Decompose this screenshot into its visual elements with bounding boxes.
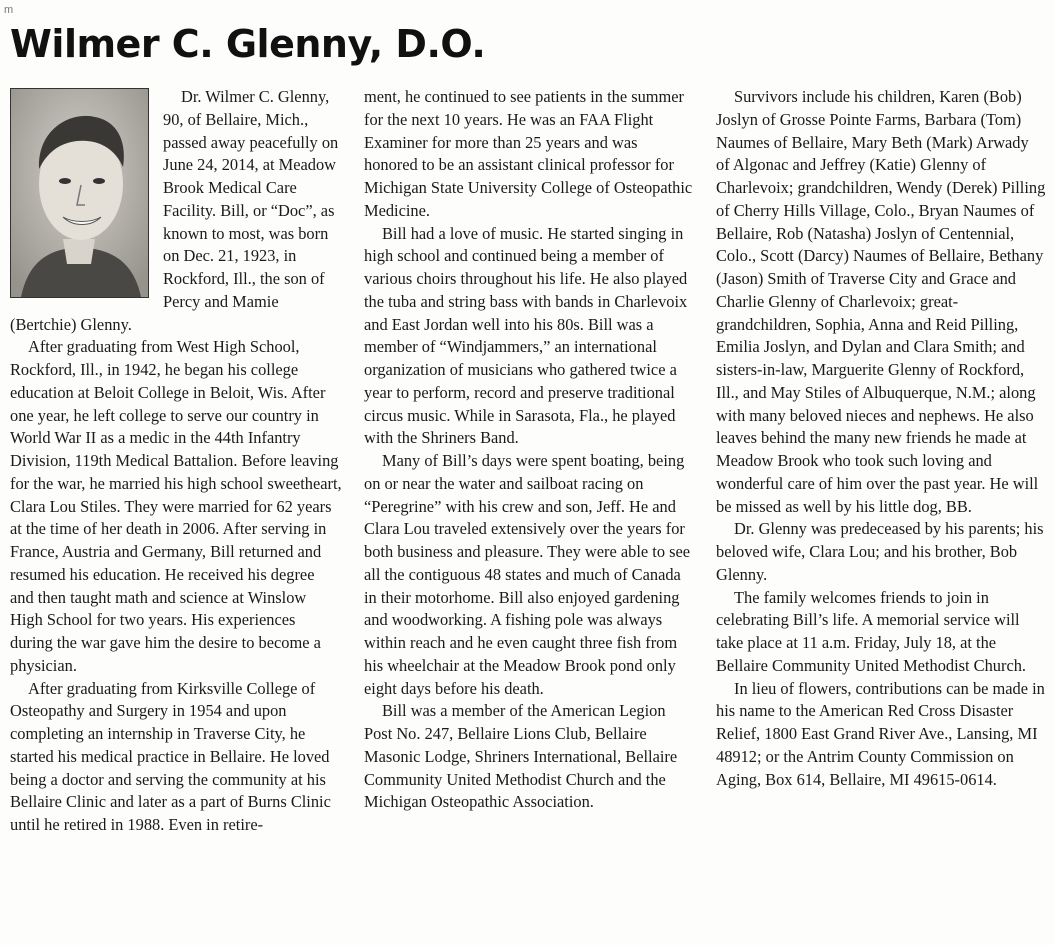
column-3 bbox=[716, 86, 1046, 791]
paragraph: Dr. Wilmer C. Glenny, 90, of Bellaire, Mich., passed away peacefully on June 24, 2014, at Meadow Brook Medical Care Facility. Bill, or “Doc”, as known to most, was born on Dec. 21, 1923, in Rockford, Ill., the son of Percy and Mamie (Bertchie) Glenny. bbox=[10, 87, 339, 334]
obituary-headline: Wilmer C. Glenny, D.O. bbox=[10, 22, 486, 66]
corner-mark: m bbox=[4, 4, 14, 16]
paragraph: Many of Bill’s days were spent boating, being on or near the water and sailboat racing on “Peregrine” with his crew and son, Jeff. He and Clara Lou traveled extensively over the years for both business and pleasure. They were able to see all the contiguous 48 states and much of Canada in their motorhome. Bill also enjoyed gardening and woodworking. A fishing pole was always within reach and he even caught three fish from his wheelchair at the Meadow Brook pond only eight days before his death. bbox=[364, 451, 691, 698]
paragraph: After graduating from West High School, Rockford, Ill., in 1942, he began his college education at Beloit College in Beloit, Wis. After one year, he left college to serve our country in World War II as a medic in the 44th Infantry Division, 119th Medical Battalion. Before leaving for the war, he married his high school sweetheart, Clara Lou Stiles. They were married for 62 years at the time of her death in 2006. After serving in France, Austria and Germany, Bill returned and resumed his education. He received his degree and then taught math and science at Winslow High School for two years. His experiences during the war gave him the desire to become a physician. bbox=[10, 337, 342, 675]
paragraph: Bill had a love of music. He started singing in high school and continued being a member of various choirs throughout his life. He also played the tuba and string bass with bands in Charlevoix and East Jordan well into his 80s. Bill was a member of “Windjammers,” an international organization of musicians who gathered twice a year to perform, record and preserve traditional circus music. While in Sarasota, Fla., he played with the Shriners Band. bbox=[364, 223, 688, 448]
column-2 bbox=[364, 86, 694, 814]
paragraph: Dr. Glenny was predeceased by his parents; his beloved wife, Clara Lou; and his brother, Bob Glenny. bbox=[716, 519, 1044, 584]
column-1 bbox=[10, 86, 342, 837]
paragraph: In lieu of flowers, contributions can be made in his name to the American Red Cross Disaster Relief, 1800 East Grand River Ave., Lansing, MI 48912; or the Antrim County Commission on Aging, Box 614, Bellaire, MI 49615-0614. bbox=[716, 678, 1045, 789]
portrait-photo bbox=[10, 88, 149, 298]
paragraph: Bill was a member of the American Legion Post No. 247, Bellaire Lions Club, Bellaire Masonic Lodge, Shriners International, Bellaire Community United Methodist Church and the Michigan Osteopathic Association. bbox=[364, 701, 678, 812]
paragraph: Survivors include his children, Karen (Bob) Joslyn of Grosse Pointe Farms, Barbara (Tom) Naumes of Bellaire, Mary Beth (Mark) Arwady of Algonac and Jeffrey (Katie) Glenny of Charlevoix; grandchildren, Wendy (Derek) Pilling of Cherry Hills Village, Colo., Bryan Naumes of Bellaire, Rob (Natasha) Joslyn of Centennial, Colo., Scott (Darcy) Naumes of Bellaire, Bethany (Jason) Smith of Traverse City and Grace and Charlie Glenny of Charlevoix; great-grandchildren, Sophia, Anna and Reid Pilling, Emilia Joslyn, and Dylan and Clara Smith; and sisters-in-law, Marguerite Glenny of Rockford, Ill., and May Stiles of Albuquerque, N.M.; along with many beloved nieces and nephews. He also leaves behind the many new friends he made at Meadow Brook who took such loving and wonderful care of him over the past year. He will be missed as well by his little dog, BB. bbox=[716, 87, 1046, 516]
paragraph: After graduating from Kirksville College of Osteopathy and Surgery in 1954 and upon completing an internship in Traverse City, he started his medical practice in Bellaire. He loved being a doctor and serving the community at his Bellaire Clinic and later as a part of Burns Clinic until he retired in 1988. Even in retire- bbox=[10, 678, 331, 834]
portrait-icon bbox=[11, 89, 148, 297]
paragraph: ment, he continued to see patients in the summer for the next 10 years. He was an FAA Flight Examiner for more than 25 years and was honored to be an assistant clinical professor for Michigan State University College of Osteopathic Medicine. bbox=[364, 87, 693, 220]
paragraph: The family welcomes friends to join in celebrating Bill’s life. A memorial service will take place at 11 a.m. Friday, July 18, at the Bellaire Community United Methodist Church. bbox=[716, 587, 1027, 675]
